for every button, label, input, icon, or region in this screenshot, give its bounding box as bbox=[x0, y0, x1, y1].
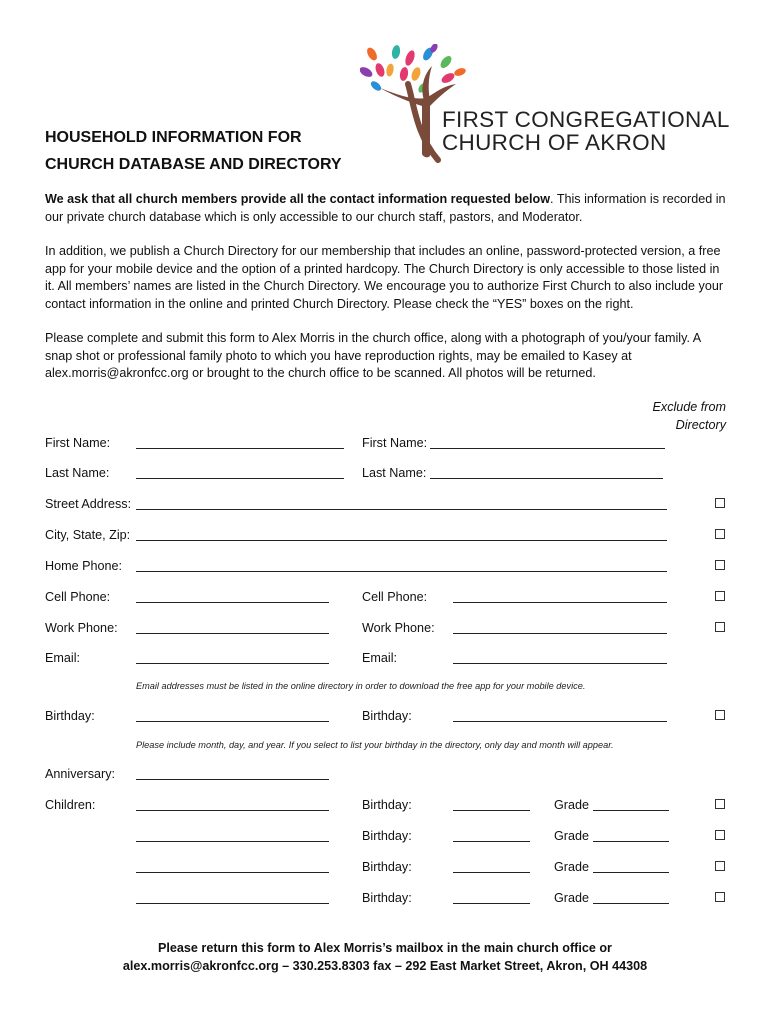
home-phone-field[interactable] bbox=[136, 571, 667, 572]
page-title bbox=[45, 124, 342, 178]
children-label: Children: bbox=[45, 798, 96, 812]
anniversary-label: Anniversary: bbox=[45, 767, 115, 781]
intro-paragraph bbox=[45, 191, 729, 226]
last-name-label: Last Name: bbox=[45, 466, 110, 480]
work-phone-field-1[interactable] bbox=[136, 633, 329, 634]
child-4-name-field[interactable] bbox=[136, 903, 329, 904]
work-phone-label-2: Work Phone: bbox=[362, 621, 435, 635]
child-3-exclude-checkbox[interactable] bbox=[715, 861, 725, 871]
child-1-name-field[interactable] bbox=[136, 810, 329, 811]
work-phone-label: Work Phone: bbox=[45, 621, 118, 635]
child-3-birthday-field[interactable] bbox=[453, 872, 530, 873]
city-state-zip-label: City, State, Zip: bbox=[45, 528, 131, 542]
child-2-name-field[interactable] bbox=[136, 841, 329, 842]
first-name-label: First Name: bbox=[45, 436, 111, 450]
street-exclude-checkbox[interactable] bbox=[715, 498, 725, 508]
child-4-exclude-checkbox[interactable] bbox=[715, 892, 725, 902]
child-1-birthday-field[interactable] bbox=[453, 810, 530, 811]
child-2-birthday-label: Birthday: bbox=[362, 829, 412, 843]
exclude-column-header bbox=[600, 398, 726, 434]
last-name-field-2[interactable] bbox=[430, 478, 663, 479]
city-state-zip-field[interactable] bbox=[136, 540, 667, 541]
cell-phone-label: Cell Phone: bbox=[45, 590, 111, 604]
child-4-birthday-field[interactable] bbox=[453, 903, 530, 904]
city-exclude-checkbox[interactable] bbox=[715, 529, 725, 539]
footer-line-2: alex.morris@akronfcc.org – 330.253.8303 fax – 292 East Market Street, Akron, OH 44308 bbox=[122, 959, 648, 973]
cell-phone-label-2: Cell Phone: bbox=[362, 590, 428, 604]
email-label-2: Email: bbox=[362, 651, 397, 665]
email-note: Email addresses must be listed in the online directory in order to download the free app for your mobile device. bbox=[136, 681, 586, 691]
child-4-birthday-label: Birthday: bbox=[362, 891, 412, 905]
first-name-label-2: First Name: bbox=[362, 436, 428, 450]
birthday-exclude-checkbox[interactable] bbox=[715, 710, 725, 720]
cell-phone-field-2[interactable] bbox=[453, 602, 667, 603]
exclude-header-line-1: Exclude from bbox=[652, 400, 726, 414]
birthday-note: Please include month, day, and year. If you select to list your birthday in the directory, only day and month will appear. bbox=[136, 740, 614, 750]
title-line-1: HOUSEHOLD INFORMATION FOR bbox=[45, 129, 302, 146]
footer-line-1: Please return this form to Alex Morris’s mailbox in the main church office or bbox=[158, 941, 612, 955]
email-label: Email: bbox=[45, 651, 80, 665]
child-1-exclude-checkbox[interactable] bbox=[715, 799, 725, 809]
child-2-grade-field[interactable] bbox=[593, 841, 669, 842]
last-name-field-1[interactable] bbox=[136, 478, 344, 479]
directory-paragraph: In addition, we publish a Church Directory for our membership that includes an online, password-protected version, a free app for your mobile device and the option of a printed hardcopy. The Church Directory is only accessible to those listed in it. All members’ names are listed in the Church Directory. We encourage you to authorize First Church to also include your contact information in the online and printed Church Directory. Please check the “YES” boxes on the right. bbox=[45, 244, 724, 311]
child-1-birthday-label: Birthday: bbox=[362, 798, 412, 812]
first-name-field-2[interactable] bbox=[430, 448, 665, 449]
cell-phone-exclude-checkbox[interactable] bbox=[715, 591, 725, 601]
child-2-exclude-checkbox[interactable] bbox=[715, 830, 725, 840]
child-1-grade-field[interactable] bbox=[593, 810, 669, 811]
child-3-grade-field[interactable] bbox=[593, 872, 669, 873]
child-3-name-field[interactable] bbox=[136, 872, 329, 873]
logo-line-1: FIRST CONGREGATIONAL bbox=[442, 107, 730, 132]
home-phone-label: Home Phone: bbox=[45, 559, 123, 573]
intro-bold: We ask that all church members provide all the contact information requested below bbox=[45, 192, 551, 206]
birthday-label: Birthday: bbox=[45, 709, 95, 723]
submit-paragraph: Please complete and submit this form to Alex Morris in the church office, along with a photograph of you/your family. A snap shot or professional family photo to which you have reproduction rights, may be emailed to Kasey at alex.morris@akronfcc.org or brought to the church office to be scanned. All photos will be returned. bbox=[45, 331, 701, 380]
birthday-label-2: Birthday: bbox=[362, 709, 412, 723]
email-field-2[interactable] bbox=[453, 663, 667, 664]
child-3-grade-label: Grade bbox=[554, 860, 590, 874]
logo-text bbox=[442, 108, 730, 154]
intro-rest: . This information is recorded in our private church database which is only accessible to our church staff, pastors, and Moderator. bbox=[45, 192, 726, 224]
exclude-header-line-2: Directory bbox=[675, 418, 726, 432]
first-name-field-1[interactable] bbox=[136, 448, 344, 449]
child-4-grade-label: Grade bbox=[554, 891, 590, 905]
child-1-grade-label: Grade bbox=[554, 798, 590, 812]
anniversary-field[interactable] bbox=[136, 779, 329, 780]
street-address-label: Street Address: bbox=[45, 497, 132, 511]
birthday-field-2[interactable] bbox=[453, 721, 667, 722]
work-phone-exclude-checkbox[interactable] bbox=[715, 622, 725, 632]
footer bbox=[0, 939, 770, 975]
birthday-field-1[interactable] bbox=[136, 721, 329, 722]
cell-phone-field-1[interactable] bbox=[136, 602, 329, 603]
home-phone-exclude-checkbox[interactable] bbox=[715, 560, 725, 570]
work-phone-field-2[interactable] bbox=[453, 633, 667, 634]
child-2-grade-label: Grade bbox=[554, 829, 590, 843]
logo-line-2: CHURCH OF AKRON bbox=[442, 130, 667, 155]
last-name-label-2: Last Name: bbox=[362, 466, 427, 480]
title-line-2: CHURCH DATABASE AND DIRECTORY bbox=[45, 156, 342, 173]
child-4-grade-field[interactable] bbox=[593, 903, 669, 904]
email-field-1[interactable] bbox=[136, 663, 329, 664]
child-3-birthday-label: Birthday: bbox=[362, 860, 412, 874]
child-2-birthday-field[interactable] bbox=[453, 841, 530, 842]
street-address-field[interactable] bbox=[136, 509, 667, 510]
